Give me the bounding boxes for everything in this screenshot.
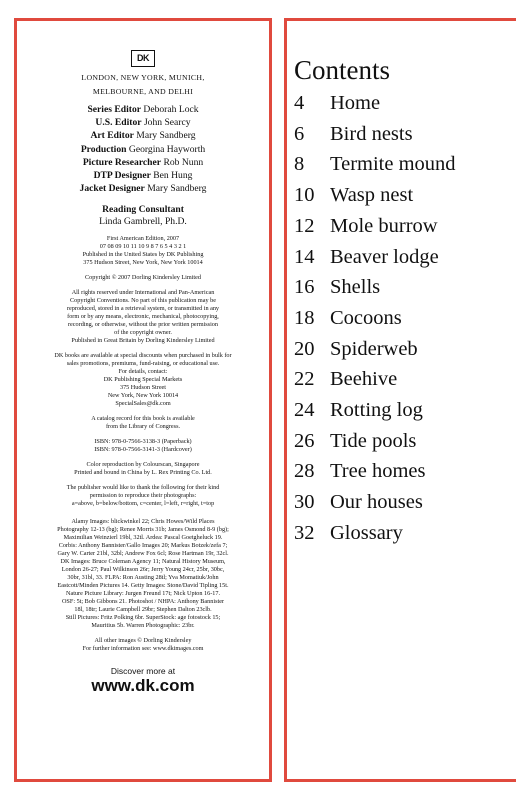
printing-line: Color reproduction by Colourscan, Singapore	[86, 461, 200, 469]
consultant-name: Linda Gambrell, Ph.D.	[99, 216, 187, 228]
toc-title: Beehive	[330, 368, 398, 391]
picture-credit-line: Still Pictures: Fritz Polking 6br. SuperStock: age fotostock 15;	[65, 614, 221, 622]
rights-line: Published in Great Britain by Dorling Kindersley Limited	[71, 337, 215, 345]
toc-item[interactable]	[294, 119, 514, 150]
edition-line: Published in the United States by DK Publishing	[82, 251, 204, 259]
special-line: 375 Hudson Street	[119, 384, 167, 392]
toc-page-number: 28	[294, 460, 315, 483]
reading-consultant	[24, 204, 262, 228]
toc-page-number: 8	[294, 153, 305, 176]
credit-name: Deborah Lock	[143, 104, 199, 115]
picture-credit-line: Mauritius 5b. Warren Photographic: 23br.	[91, 622, 195, 630]
publisher-cities	[24, 71, 262, 99]
isbn-block	[24, 438, 262, 454]
toc-title: Wasp nest	[330, 184, 414, 207]
toc-item[interactable]	[294, 303, 514, 334]
picture-credit-line: Corbis: Anthony Bannister/Gallo Images 20; Markus Botzek/zefa 7;	[58, 542, 228, 550]
toc-item[interactable]	[294, 334, 514, 365]
credit-role: Picture Researcher	[82, 156, 162, 168]
credit-role: Production	[80, 143, 127, 155]
toc-title: Home	[330, 92, 381, 114]
cities-line: MELBOURNE, AND DELHI	[92, 87, 194, 96]
isbn-line: ISBN: 978-0-7566-3141-3 (Hardcover)	[94, 446, 192, 454]
rights-line: All rights reserved under International and Pan-American	[71, 289, 215, 297]
toc-item[interactable]	[294, 211, 514, 242]
credit-name: John Searcy	[143, 117, 191, 129]
contents-page	[294, 54, 514, 549]
toc-title: Cocoons	[330, 306, 402, 329]
staff-credits	[24, 103, 262, 195]
special-line: For details, contact:	[118, 368, 168, 376]
credit-row	[24, 116, 262, 129]
picture-credit-line: 30br, 31bl, 33. FLPA: Ron Austing 28tl; Yva Momatiuk/John	[67, 574, 219, 582]
toc-item[interactable]	[294, 272, 514, 303]
rights-line: of the copyright owner.	[114, 329, 172, 337]
toc-item[interactable]	[294, 426, 514, 457]
printing-info	[24, 461, 262, 477]
credit-row	[24, 182, 262, 195]
toc-page-number: 6	[294, 122, 305, 145]
picture-credit-line: 18l, 18tr; Laurie Campbell 29br; Stephen Dalton 23clb.	[74, 606, 212, 614]
toc-item[interactable]	[294, 395, 514, 426]
printing-line: Printed and bound in China by L. Rex Printing Co. Ltd.	[74, 469, 212, 477]
credit-name: Mary Sandberg	[136, 130, 196, 142]
picture-credit-line: London 26-27; Paul Wilkinson 26r; Jerry Young 24cr, 25br, 30bc,	[61, 566, 225, 574]
picture-credit-line: OSF: 5t; Bob Gibbons 21. Photoshot / NHPA: Anthony Bannister	[61, 598, 225, 606]
rights-line: form or by any means, electronic, mechanical, photocopying,	[67, 313, 219, 321]
credit-row	[24, 129, 262, 142]
toc-page-number: 16	[294, 276, 315, 299]
picture-credits	[24, 518, 262, 630]
contents-title: Contents	[294, 55, 391, 85]
picture-credit-line: Alamy Images: blickwinkel 22; Chris Howes/Wild Places	[71, 518, 215, 526]
toc-item[interactable]	[294, 88, 514, 119]
toc-title: Termite mound	[330, 153, 456, 176]
discover-text: Discover more at	[110, 666, 176, 677]
toc-page-number: 24	[294, 399, 315, 422]
credit-name: Ben Hung	[153, 170, 193, 182]
thanks-line: a=above, b=below/bottom, c=center, l=left, r=right, t=top	[71, 500, 215, 508]
toc-page-number: 26	[294, 429, 315, 452]
edition-line: 07 08 09 10 11 10 9 8 7 6 5 4 3 2 1	[99, 243, 187, 251]
toc-title: Mole burrow	[330, 214, 438, 237]
toc-page-number: 30	[294, 491, 315, 514]
edition-info	[24, 235, 262, 267]
toc-page-number: 20	[294, 337, 315, 360]
picture-credit-line: DK Images: Bruce Coleman Agency 11; Natural History Museum,	[60, 558, 226, 566]
credit-row	[24, 143, 262, 156]
toc-page-number: 12	[294, 214, 315, 237]
copyright-notice: Copyright © 2007 Dorling Kindersley Limited	[85, 274, 201, 282]
credit-name: Rob Nunn	[163, 156, 204, 168]
edition-line: 375 Hudson Street, New York, New York 10014	[83, 259, 203, 267]
thanks-line: The publisher would like to thank the following for their kind	[66, 484, 220, 492]
toc-page-number: 14	[294, 245, 315, 268]
consultant-heading: Reading Consultant	[102, 204, 184, 216]
special-line: New York, New York 10014	[107, 392, 179, 400]
copyright-page	[24, 50, 262, 696]
picture-credit-line: Maximilian Weinzierl 19bl, 32tl. Ardea: Pascal Goetgheluck 19.	[63, 534, 223, 542]
rights-line: recording, or otherwise, without the prior written permission	[67, 321, 218, 329]
toc-item[interactable]	[294, 364, 514, 395]
toc-page-number: 4	[294, 92, 305, 114]
credit-row	[24, 156, 262, 169]
acknowledgements	[24, 484, 262, 508]
toc-item[interactable]	[294, 242, 514, 273]
special-line: SpecialSales@dk.com	[115, 400, 171, 408]
credit-role: Art Editor	[90, 130, 134, 142]
credit-role: DTP Designer	[93, 170, 151, 182]
catalog-line: A catalog record for this book is available	[91, 415, 195, 423]
toc-title: Spiderweb	[330, 337, 418, 360]
toc-page-number: 22	[294, 368, 315, 391]
picture-credit-line: Photography 12-13 (bg); Renee Morris 31b; James Osmond 8-9 (bg);	[57, 526, 229, 534]
toc-item[interactable]	[294, 180, 514, 211]
other-images-line: For further information see: www.dkimages.com	[82, 645, 204, 653]
catalog-record	[24, 415, 262, 431]
picture-credit-line: Gary W. Carter 21bl, 32bl; Andrew Fox 6cl; Rose Hartman 19r, 32cl.	[57, 550, 229, 558]
toc-title: Beaver lodge	[330, 245, 439, 268]
rights-line: reproduced, stored in a retrieval system, or transmitted in any	[66, 305, 220, 313]
catalog-line: from the Library of Congress.	[105, 423, 181, 431]
toc-title: Bird nests	[330, 122, 413, 145]
special-line: DK Publishing Special Markets	[103, 376, 183, 384]
edition-line: First American Edition, 2007	[106, 235, 180, 243]
website-link[interactable]: www.dk.com	[91, 676, 195, 696]
isbn-line: ISBN: 978-0-7566-3138-3 (Paperback)	[94, 438, 192, 446]
credit-row	[24, 169, 262, 182]
picture-credit-line: Nature Picture Library: Jurgen Freund 17t; Nick Upton 16-17.	[65, 590, 221, 598]
other-images-line: All other images © Dorling Kindersley	[94, 637, 192, 645]
credit-name: Georgina Hayworth	[128, 143, 206, 155]
toc-item[interactable]	[294, 487, 514, 518]
toc-item[interactable]	[294, 149, 514, 180]
rights-line: Copyright Conventions. No part of this publication may be	[70, 297, 216, 305]
special-markets	[24, 352, 262, 408]
thanks-line: permission to reproduce their photographs:	[89, 492, 197, 500]
toc-page-number: 32	[294, 521, 315, 544]
toc-title: Shells	[330, 276, 381, 299]
toc-title: Tree homes	[330, 460, 426, 483]
credit-role: U.S. Editor	[95, 117, 142, 129]
toc-page-number: 18	[294, 306, 315, 329]
credit-role: Jacket Designer	[79, 183, 145, 195]
cities-line: LONDON, NEW YORK, MUNICH,	[81, 73, 205, 82]
toc-item[interactable]	[294, 518, 514, 549]
toc-title: Our houses	[330, 491, 423, 514]
credit-name: Mary Sandberg	[147, 183, 207, 195]
other-images	[24, 637, 262, 653]
rights-notice	[24, 289, 262, 345]
toc-title: Tide pools	[330, 429, 417, 452]
toc-page-number: 10	[294, 184, 315, 207]
special-line: sales promotions, premiums, fund-raising, or educational use.	[66, 360, 220, 368]
toc-item[interactable]	[294, 456, 514, 487]
toc-title: Rotting log	[330, 399, 423, 422]
dk-logo: DK	[131, 50, 155, 67]
credit-row	[24, 103, 262, 116]
picture-credit-line: Eastcott/Minden Pictures 14. Getty Images: Stone/David Tipling 15t.	[57, 582, 229, 590]
special-line: DK books are available at special discounts when purchased in bulk for	[54, 352, 232, 360]
credit-role: Series Editor	[87, 104, 141, 115]
toc-title: Glossary	[330, 521, 403, 544]
